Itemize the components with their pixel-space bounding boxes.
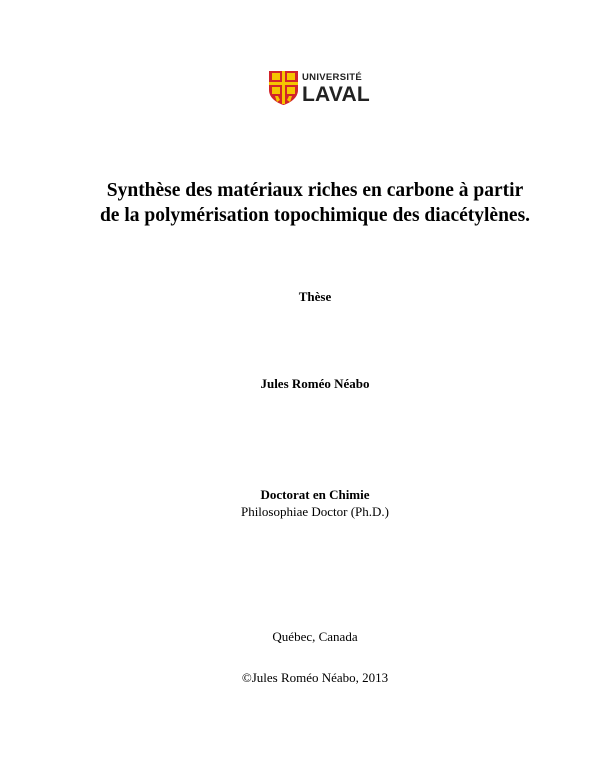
author-name: Jules Roméo Néabo [260,376,370,391]
location: Québec, Canada [272,629,358,644]
logo-laval-text: LAVAL [302,82,370,106]
thesis-title-line-2: de la polymérisation topochimique des diacétylènes. [99,205,531,226]
thesis-title [50,178,580,228]
copyright: ©Jules Roméo Néabo, 2013 [241,670,389,685]
universite-laval-logo [268,70,370,106]
thesis-title-line-1: Synthèse des matériaux riches en carbone à partir [106,180,524,201]
laval-shield-icon [268,70,299,106]
degree-title: Philosophiae Doctor (Ph.D.) [240,504,390,519]
logo-universite-text: UNIVERSITÉ [302,72,363,83]
degree-name: Doctorat en Chimie [260,487,370,502]
document-type: Thèse [298,289,332,304]
